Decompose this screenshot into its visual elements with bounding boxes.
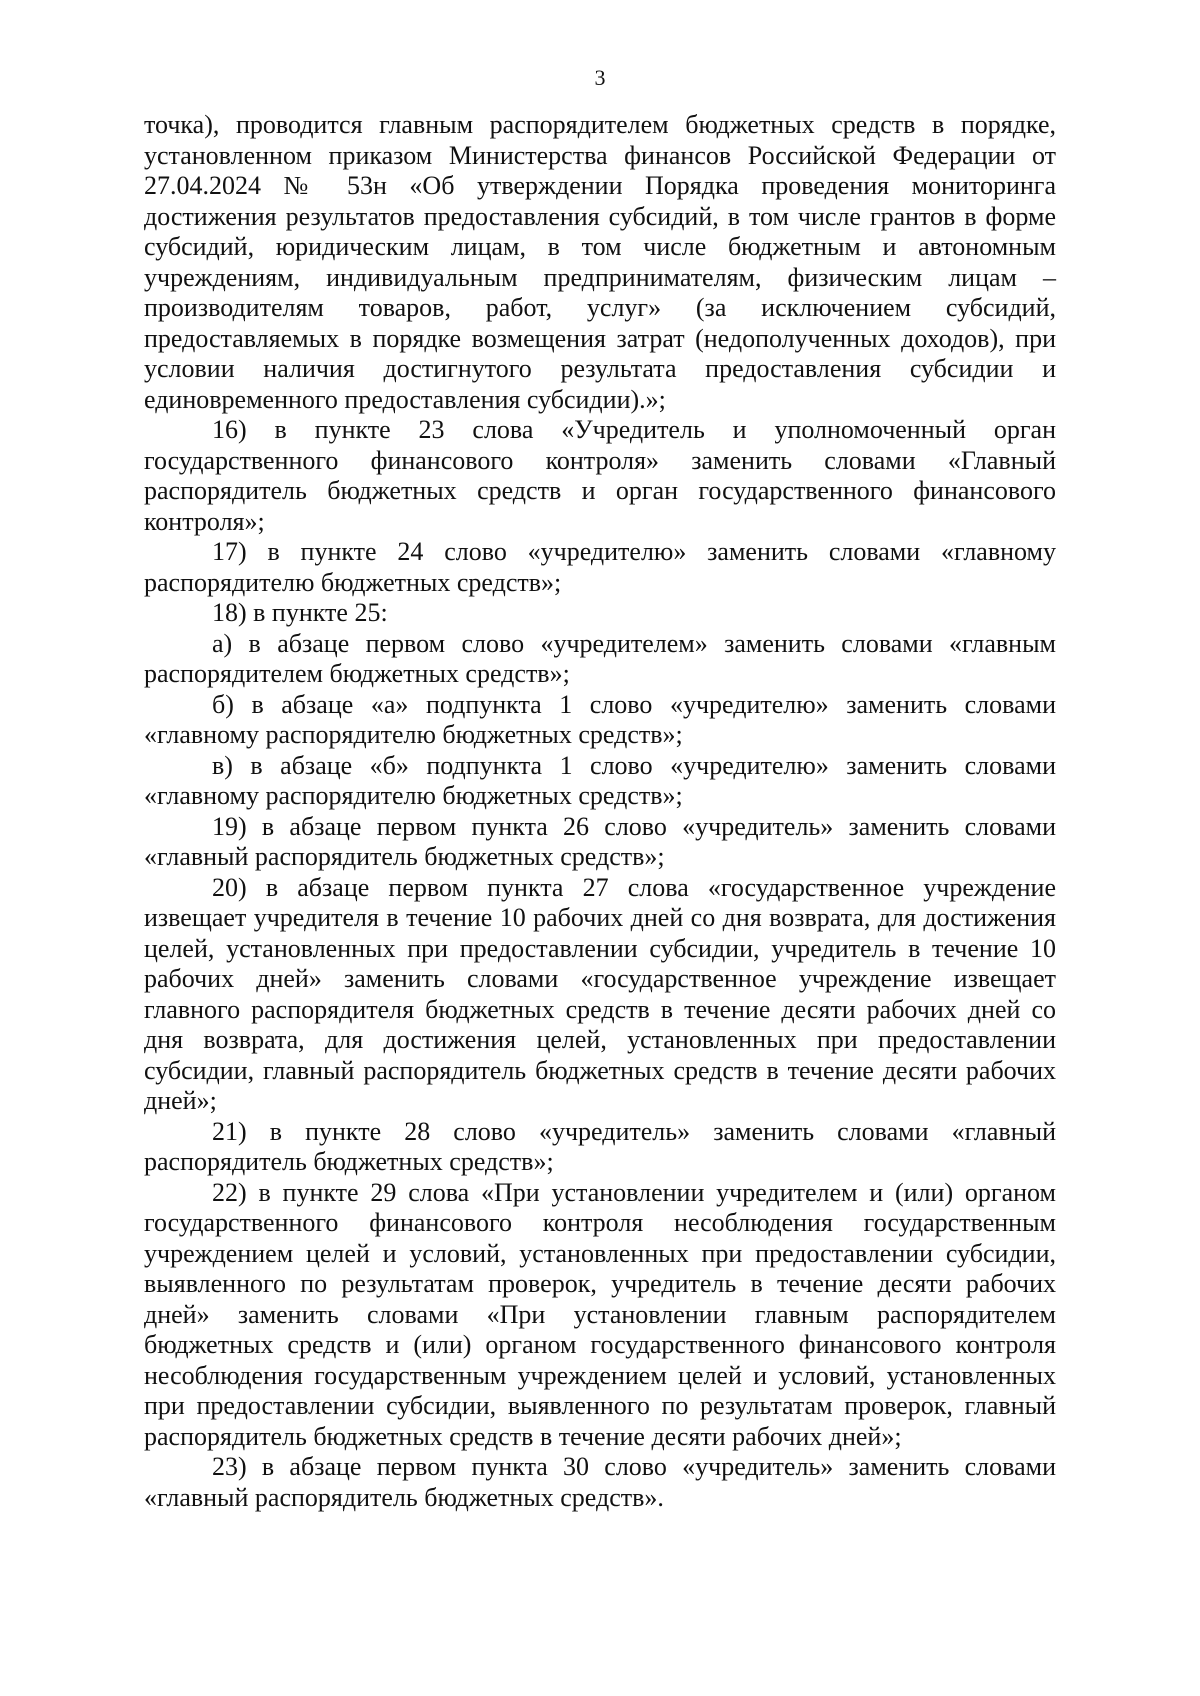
paragraph-item-18: 18) в пункте 25: — [212, 598, 388, 627]
paragraph-continuation: точка), проводится главным распорядителем бюджетных средств в порядке, установленном приказом Министерства финансов Российской Федерации от 27.04.2024 № 53н «Об утверждении Порядка проведения мониторинга достижения результатов предоставления субсидий, в том числе грантов в форме субсидий, юридическим лицам, в том числе бюджетным и автономным учреждениям, индивидуальным предпринимателям, физическим лицам – производителям товаров, работ, услуг» (за исключением субсидий, предоставляемых в порядке возмещения затрат (недополученных доходов), при условии наличия достигнутого результата предоставления субсидии и единовременного предоставления субсидии).»; — [144, 110, 1056, 414]
paragraph-item-20: 20) в абзаце первом пункта 27 слова «государственное учреждение извещает учредителя в течение 10 рабочих дней со дня возврата, для достижения целей, установленных при предоставлении субсидии, учредитель в течение 10 рабочих дней» заменить словами «государственное учреждение извещает главного распорядителя бюджетных средств в течение десяти рабочих дней со дня возврата, для достижения целей, установленных при предоставлении субсидии, главный распорядитель бюджетных средств в течение десяти рабочих дней»; — [144, 872, 1056, 1115]
page-number: 3 — [594, 65, 606, 90]
paragraph-item-23: 23) в абзаце первом пункта 30 слово «учредитель» заменить словами «главный распорядитель бюджетных средств». — [144, 1452, 1056, 1512]
paragraph-item-22: 22) в пункте 29 слова «При установлении учредителем и (или) органом государственного финансового контроля несоблюдения государственным учреждением целей и условий, установленных при предоставлении субсидии, выявленного по результатам проверок, учредитель в течение десяти рабочих дней» заменить словами «При установлении главным распорядителем бюджетных средств и (или) органом государственного финансового контроля несоблюдения государственным учреждением целей и условий, установленных при предоставлении субсидии, выявленного по результатам проверок, главный распорядитель бюджетных средств в течение десяти рабочих дней»; — [144, 1177, 1056, 1451]
paragraph-item-19: 19) в абзаце первом пункта 26 слово «учредитель» заменить словами «главный распорядитель бюджетных средств»; — [144, 811, 1056, 871]
document-body — [144, 110, 1056, 1513]
paragraph-subitem-a: а) в абзаце первом слово «учредителем» заменить словами «главным распорядителем бюджетных средств»; — [144, 628, 1056, 688]
paragraph-subitem-v: в) в абзаце «б» подпункта 1 слово «учредителю» заменить словами «главному распорядителю бюджетных средств»; — [144, 750, 1056, 810]
paragraph-item-17: 17) в пункте 24 слово «учредителю» заменить словами «главному распорядителю бюджетных средств»; — [144, 537, 1056, 597]
paragraph-item-21: 21) в пункте 28 слово «учредитель» заменить словами «главный распорядитель бюджетных средств»; — [144, 1116, 1056, 1176]
paragraph-subitem-b: б) в абзаце «а» подпункта 1 слово «учредителю» заменить словами «главному распорядителю бюджетных средств»; — [144, 689, 1056, 749]
paragraph-item-16: 16) в пункте 23 слова «Учредитель и уполномоченный орган государственного финансового контроля» заменить словами «Главный распорядитель бюджетных средств и орган государственного финансового контроля»; — [144, 415, 1056, 536]
